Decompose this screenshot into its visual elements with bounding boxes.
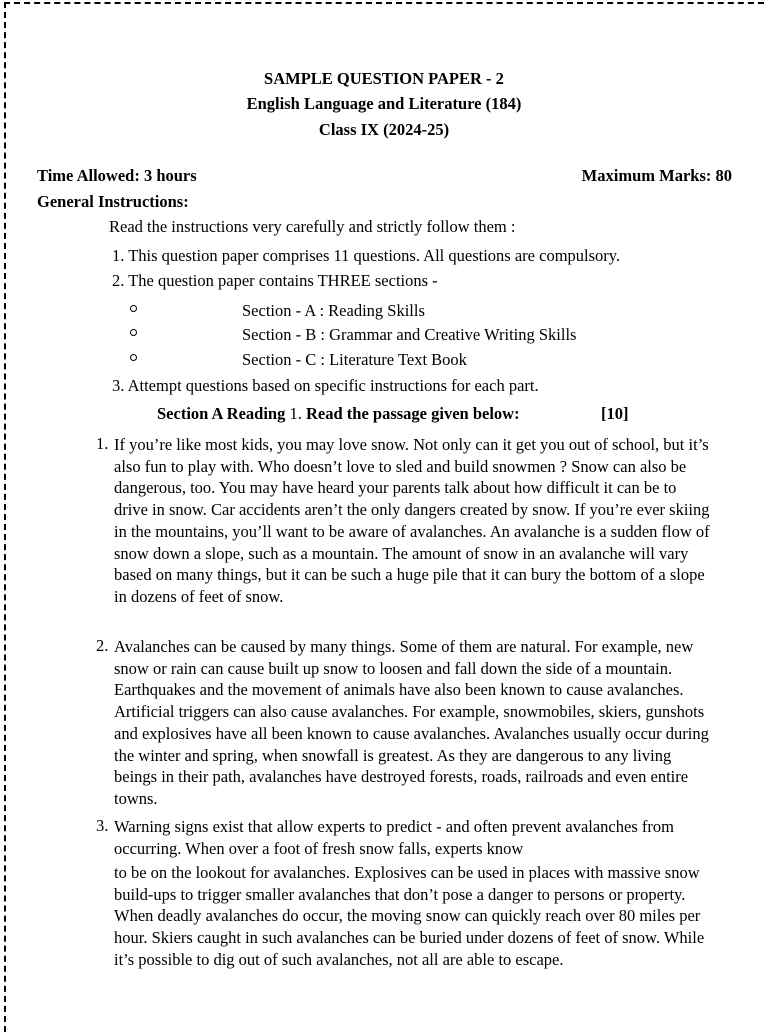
bullet-icon bbox=[130, 354, 137, 361]
instruction-item-3: 3. Attempt questions based on specific instructions for each part. bbox=[112, 376, 539, 395]
section-list-item-b: Section - B : Grammar and Creative Writing Skills bbox=[242, 325, 577, 344]
section-a-heading bbox=[157, 404, 520, 424]
question-number: 1. bbox=[289, 404, 302, 423]
paragraph-number-1: 1. bbox=[96, 434, 109, 453]
dashed-border-left bbox=[4, 2, 6, 1032]
passage-paragraph-3-part-1: Warning signs exist that allow experts to predict - and often prevent avalanches from occurring. When over a foot of fresh snow falls, experts know bbox=[114, 817, 674, 858]
dashed-border-top bbox=[4, 2, 768, 4]
question-prompt: Read the passage given below: bbox=[305, 404, 520, 423]
passage-paragraph-2: Avalanches can be caused by many things. Some of them are natural. For example, new snow or rain can cause built up snow to loosen and fall down the side of a mountain. Earthquakes and the movement of animals have also been known to cause avalanches. Artificial triggers can also cause avalanches. For example, snowmobiles, skiers, gunshots and explosives have all been known to cause avalanches. Avalanches usually occur during the winter and spring, when snowfall is greatest. As they are dangerous to any living beings in their path, avalanches have destroyed forests, roads, railroads and even entire towns. bbox=[114, 637, 709, 808]
general-instructions-heading: General Instructions: bbox=[37, 192, 189, 211]
time-allowed: Time Allowed: 3 hours bbox=[37, 166, 197, 185]
instructions-intro: Read the instructions very carefully and strictly follow them : bbox=[109, 217, 516, 236]
section-list-item-c: Section - C : Literature Text Book bbox=[242, 350, 467, 369]
instruction-item-2: 2. The question paper contains THREE sections - bbox=[112, 271, 438, 290]
paragraph-number-3: 3. bbox=[96, 816, 109, 835]
question-marks: [10] bbox=[601, 404, 629, 423]
maximum-marks: Maximum Marks: 80 bbox=[581, 166, 732, 185]
instruction-item-1: 1. This question paper comprises 11 questions. All questions are compulsory. bbox=[112, 246, 621, 265]
paper-title: SAMPLE QUESTION PAPER - 2 bbox=[264, 69, 504, 88]
bullet-icon bbox=[130, 329, 137, 336]
bullet-icon bbox=[130, 305, 137, 312]
section-list-item-a: Section - A : Reading Skills bbox=[242, 301, 425, 320]
section-a-label: Section A Reading bbox=[157, 404, 286, 423]
paper-class: Class IX (2024-25) bbox=[318, 120, 450, 139]
paragraph-number-2: 2. bbox=[96, 636, 109, 655]
passage-paragraph-3-part-2: to be on the lookout for avalanches. Explosives can be used in places with massive snow build-ups to trigger smaller avalanches that don’t pose a danger to persons or property. When deadly avalanches do occur, the moving snow can quickly reach over 80 miles per hour. Skiers caught in such avalanches can be buried under dozens of feet of snow. While it’s possible to dig out of such avalanches, not all are able to escape. bbox=[114, 863, 705, 969]
passage-paragraph-1: If you’re like most kids, you may love snow. Not only can it get you out of school, but it’s also fun to play with. Who doesn’t love to sled and build snowmen ? Snow can also be dangerous, too. You may have heard your parents talk about how difficult it can be to drive in snow. Car accidents aren’t the only dangers created by snow. If you’re ever skiing in the mountains, you’ll want to be aware of avalanches. An avalanche is a sudden flow of snow down a slope, such as a mountain. The amount of snow in an avalanche will vary based on many things, but it can be such a huge pile that it can bury the bottom of a slope in dozens of feet of snow. bbox=[114, 435, 710, 606]
paper-subject: English Language and Literature (184) bbox=[246, 94, 522, 113]
